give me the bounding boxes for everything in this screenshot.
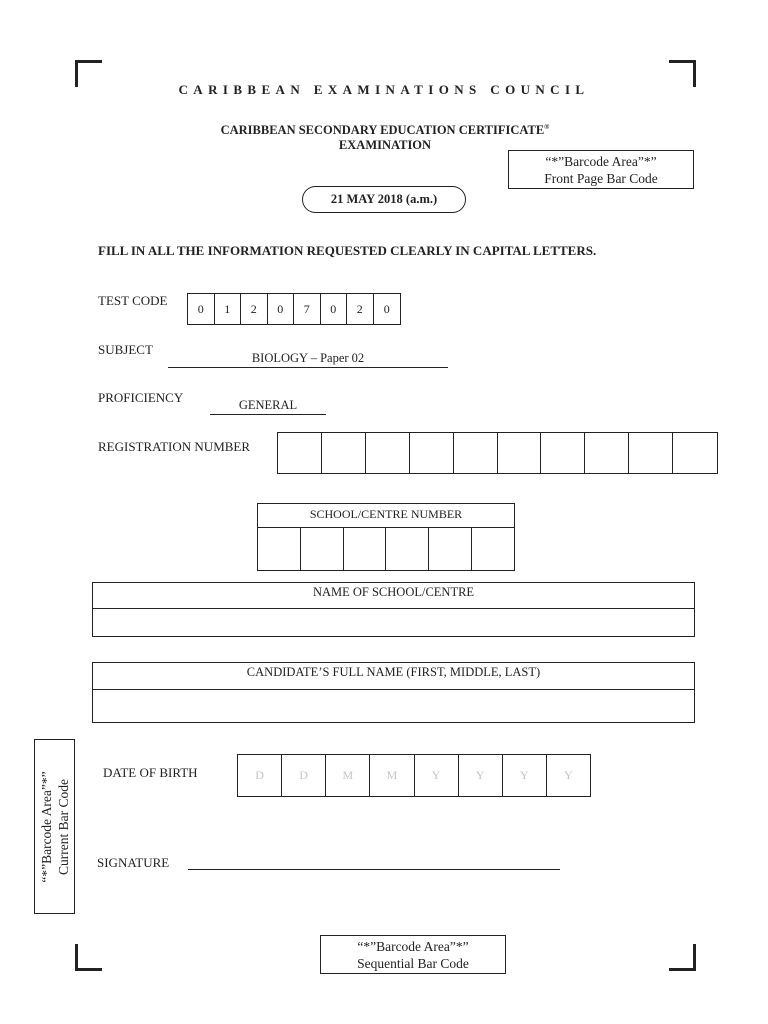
crop-mark-bottom-right bbox=[669, 944, 696, 971]
barcode-label: Front Page Bar Code bbox=[544, 171, 658, 186]
council-title: CARIBBEAN EXAMINATIONS COUNCIL bbox=[178, 82, 590, 97]
school-centre-number-label: SCHOOL/CENTRE NUMBER bbox=[258, 504, 514, 528]
school-name-label: NAME OF SCHOOL/CENTRE bbox=[93, 583, 694, 609]
registration-digit-box[interactable] bbox=[454, 433, 498, 473]
school-number-box[interactable] bbox=[344, 528, 387, 570]
test-code-digit: 0 bbox=[383, 302, 390, 316]
barcode-label: Current Bar Code bbox=[55, 778, 71, 875]
registration-number-label: REGISTRATION NUMBER bbox=[98, 439, 251, 454]
school-number-box[interactable] bbox=[472, 528, 514, 570]
test-code-digit: 0 bbox=[268, 294, 295, 324]
dob-year-box[interactable]: Y bbox=[459, 755, 503, 796]
proficiency-value: GENERAL bbox=[210, 397, 326, 415]
dob-month-box[interactable]: M bbox=[326, 755, 370, 796]
sequential-barcode-area bbox=[320, 935, 506, 974]
dob-day-box[interactable]: D bbox=[238, 755, 282, 796]
test-code-digit: 2 bbox=[241, 294, 268, 324]
current-barcode-text bbox=[38, 739, 72, 914]
school-number-box[interactable] bbox=[258, 528, 301, 570]
registration-digit-box[interactable] bbox=[498, 433, 542, 473]
school-name-input[interactable] bbox=[93, 609, 694, 636]
crop-mark-bottom-left bbox=[75, 944, 102, 971]
test-code-label: TEST CODE bbox=[98, 293, 168, 308]
signature-label: SIGNATURE bbox=[97, 855, 170, 870]
certificate-name: CARIBBEAN SECONDARY EDUCATION CERTIFICATE bbox=[220, 123, 545, 138]
test-code-digit: 2 bbox=[347, 294, 374, 324]
barcode-label: Sequential Bar Code bbox=[357, 956, 469, 971]
dob-year-box[interactable]: Y bbox=[503, 755, 547, 796]
barcode-area-text: “*”Barcode Area”*” bbox=[38, 770, 54, 883]
examination-label: EXAMINATION bbox=[338, 138, 432, 153]
registration-digit-box[interactable] bbox=[585, 433, 629, 473]
school-name-field bbox=[92, 582, 695, 637]
candidate-name-input[interactable] bbox=[93, 690, 694, 722]
date-of-birth-boxes[interactable] bbox=[237, 754, 591, 797]
candidate-name-field bbox=[92, 662, 695, 723]
barcode-area-text: “*”Barcode Area”*” bbox=[357, 939, 469, 954]
registration-digit-box[interactable] bbox=[278, 433, 322, 473]
dob-day-box[interactable]: D bbox=[282, 755, 326, 796]
test-code-boxes bbox=[187, 293, 401, 325]
dob-year-box[interactable]: Y bbox=[564, 768, 573, 782]
front-page-barcode-area bbox=[508, 150, 694, 189]
instruction-text: FILL IN ALL THE INFORMATION REQUESTED CLEARLY IN CAPITAL LETTERS. bbox=[98, 243, 597, 258]
proficiency-label: PROFICIENCY bbox=[98, 390, 184, 405]
certificate-title bbox=[160, 120, 610, 153]
registration-digit-box[interactable] bbox=[410, 433, 454, 473]
subject-label: SUBJECT bbox=[98, 342, 153, 357]
school-centre-number-table bbox=[257, 503, 515, 571]
candidate-name-label: CANDIDATE’S FULL NAME (FIRST, MIDDLE, LAST) bbox=[93, 663, 694, 690]
dob-month-box[interactable]: M bbox=[370, 755, 414, 796]
exam-date: 21 MAY 2018 (a.m.) bbox=[302, 186, 466, 213]
school-number-box[interactable] bbox=[429, 528, 472, 570]
date-of-birth-label: DATE OF BIRTH bbox=[103, 765, 198, 780]
current-barcode-area bbox=[34, 739, 75, 914]
signature-line[interactable] bbox=[188, 869, 560, 870]
test-code-digit: 0 bbox=[321, 294, 348, 324]
registration-digit-box[interactable] bbox=[673, 433, 717, 473]
school-number-box[interactable] bbox=[301, 528, 344, 570]
registration-number-boxes[interactable] bbox=[277, 432, 718, 474]
school-number-box[interactable] bbox=[386, 528, 429, 570]
test-code-digit: 1 bbox=[215, 294, 242, 324]
registration-digit-box[interactable] bbox=[629, 433, 673, 473]
barcode-area-text: “*”Barcode Area”*” bbox=[545, 154, 657, 169]
registered-mark: ® bbox=[544, 123, 550, 131]
subject-value: BIOLOGY – Paper 02 bbox=[168, 350, 448, 368]
test-code-digit: 0 bbox=[188, 294, 215, 324]
registration-digit-box[interactable] bbox=[366, 433, 410, 473]
registration-digit-box[interactable] bbox=[322, 433, 366, 473]
test-code-digit: 7 bbox=[294, 294, 321, 324]
registration-digit-box[interactable] bbox=[541, 433, 585, 473]
dob-year-box[interactable]: Y bbox=[415, 755, 459, 796]
